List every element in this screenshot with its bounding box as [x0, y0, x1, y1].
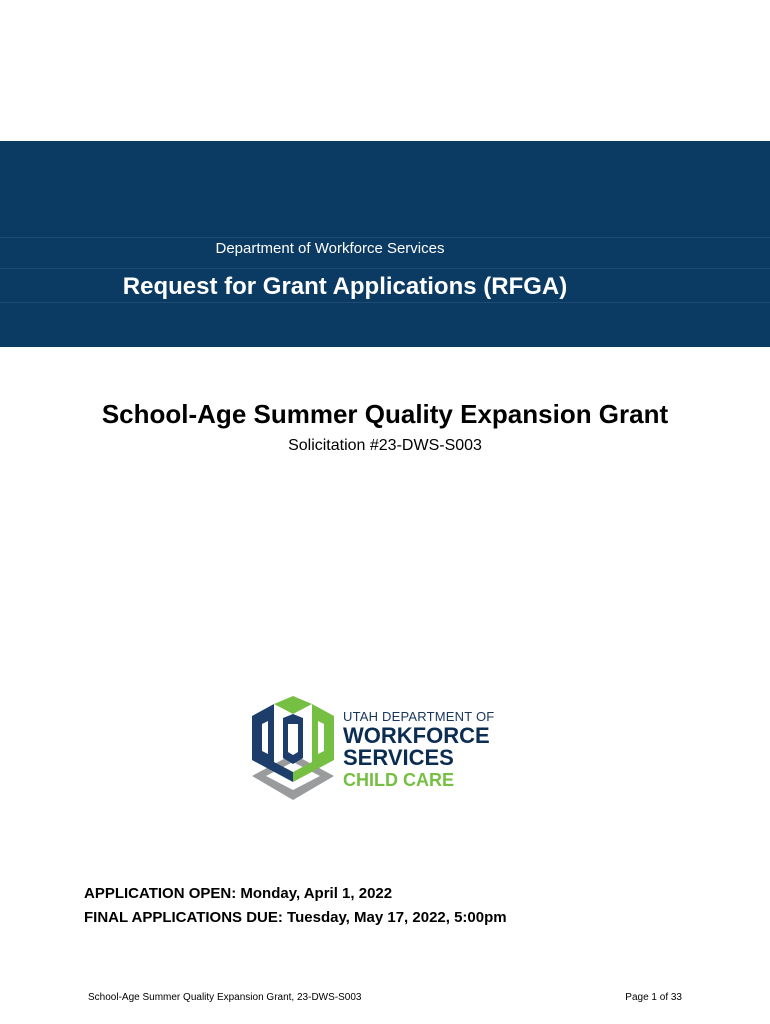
footer-document-title: School-Age Summer Quality Expansion Grant, 23-DWS-S003: [88, 992, 362, 1003]
application-due-date: FINAL APPLICATIONS DUE: Tuesday, May 17, 2022, 5:00pm: [84, 909, 507, 926]
logo-right-cutout: [318, 721, 324, 754]
solicitation-number: Solicitation #23-DWS-S003: [288, 437, 482, 454]
logo-line-workforce: WORKFORCE: [343, 723, 490, 748]
logo-line-child-care: CHILD CARE: [343, 770, 454, 790]
application-dates: [84, 882, 507, 930]
logo-line-services: SERVICES: [343, 745, 454, 770]
document-title: School-Age Summer Quality Expansion Grant: [101, 399, 669, 429]
footer-page-number: Page 1 of 33: [625, 992, 682, 1003]
banner-title: Request for Grant Applications (RFGA): [122, 273, 568, 300]
department-name: Department of Workforce Services: [215, 240, 445, 257]
logo-left-cutout: [262, 721, 268, 754]
logo-wordmark: [343, 709, 543, 791]
application-open-date: APPLICATION OPEN: Monday, April 1, 2022: [84, 885, 393, 902]
logo-center-cutout: [288, 724, 298, 755]
logo-line-agency: UTAH DEPARTMENT OF: [343, 709, 495, 724]
banner-divider: [0, 268, 770, 269]
logo-top-shape: [274, 696, 312, 714]
dws-logo-icon: [252, 696, 334, 802]
